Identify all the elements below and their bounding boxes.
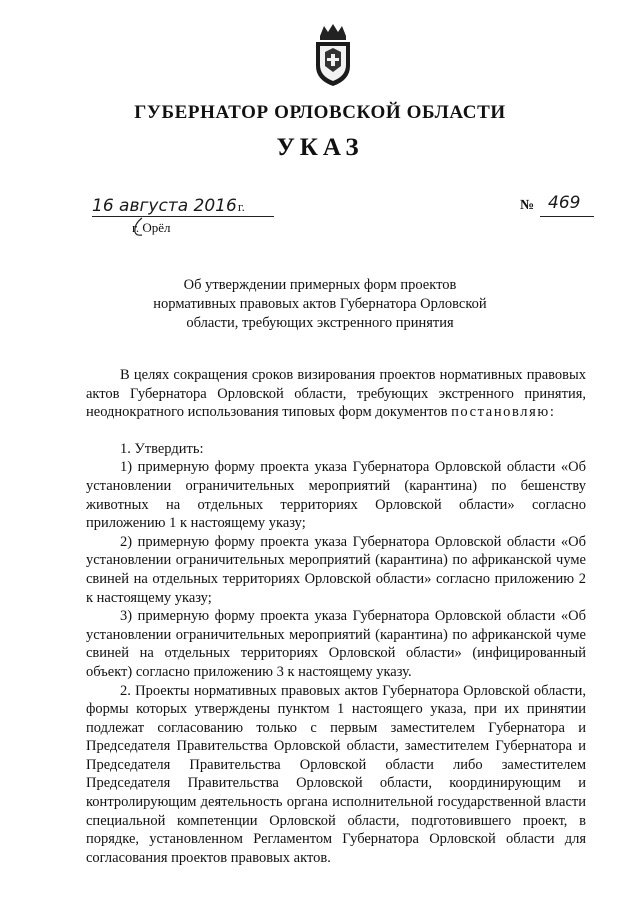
item-1-2: 2) примерную форму проекта указа Губернатора Орловской области «Об установлении ограничительных мероприятий (карантина) по африканской чуме свиней на отдельных территориях Орловской области» согласно приложению 2 к настоящему указу; <box>86 533 586 606</box>
subject-line-1: Об утверждении примерных форм проектов <box>183 277 457 293</box>
document-city: г. Орёл <box>132 220 171 235</box>
document-type: УКАЗ <box>276 134 364 161</box>
subject-line-2: нормативных правовых актов Губернатора Орловской <box>153 296 487 312</box>
date-underline <box>92 216 274 217</box>
number-label: № <box>520 198 535 213</box>
organization-title: ГУБЕРНАТОР ОРЛОВСКОЙ ОБЛАСТИ <box>134 102 506 123</box>
item-1-heading: 1. Утвердить: <box>120 440 204 457</box>
number-underline <box>540 216 594 217</box>
preamble-paragraph <box>86 366 586 422</box>
document-date <box>92 196 245 216</box>
subject-line-3: области, требующих экстренного принятия <box>186 315 454 331</box>
item-1-1: 1) примерную форму проекта указа Губернатора Орловской области «Об установлении ограничительных мероприятий (карантина) по бешенству животных на отдельных территориях Орловской области» согласно приложению 1 к настоящему указу; <box>86 459 586 532</box>
preamble-keyword: постановляю <box>451 404 550 421</box>
date-suffix: г. <box>237 199 245 214</box>
number-value: 469 <box>548 193 581 213</box>
date-handwritten: 16 августа 2016 <box>92 196 237 216</box>
preamble-end: : <box>549 404 554 421</box>
document-subject <box>0 276 640 333</box>
coat-of-arms-icon <box>310 22 356 88</box>
item-1-3: 3) примерную форму проекта указа Губернатора Орловской области «Об установлении ограничительных мероприятий (карантина) по африканской чуме свиней на отдельных территориях Орловской области» (инфицированный объект) согласно приложению 3 к настоящему указу. <box>86 608 586 680</box>
item-2: 2. Проекты нормативных правовых актов Губернатора Орловской области, формы которых утверждены пунктом 1 настоящего указа, при их принятии подлежат согласованию только с первым заместителем Губернатора и Председателя Правительства Орловской области, заместителем Губернатора и Председателя Правительства Орловской области либо заместителем Председателя Правительства Орловской области, координирующим и контролирующим деятельность органа исполнительной государственной власти специальной компетенции Орловской области, подготовившего проект, в порядке, установленном Регламентом Губернатора Орловской области для согласования проектов правовых актов. <box>86 682 586 866</box>
document-body <box>86 366 586 867</box>
preamble-text: В целях сокращения сроков визирования проектов нормативных правовых актов Губернатора Орловской области, требующих экстренного принятия, неоднократного использования типовых форм документов <box>86 367 586 421</box>
